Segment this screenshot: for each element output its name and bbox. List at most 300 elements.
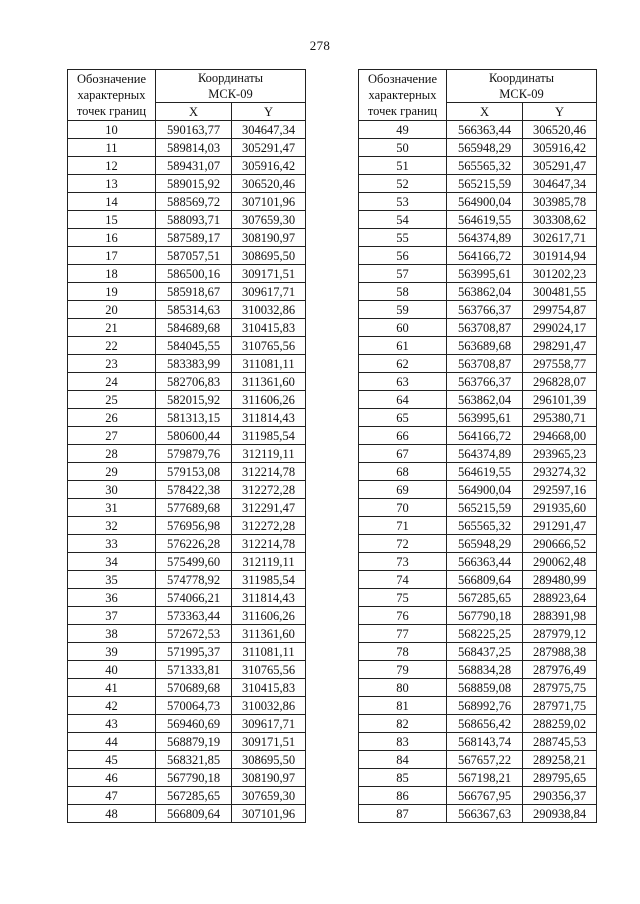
y-coordinate-cell: 301202,23 (523, 265, 597, 283)
y-coordinate-cell: 310765,56 (232, 337, 306, 355)
point-number-cell: 16 (68, 229, 156, 247)
x-coordinate-cell: 574778,92 (156, 571, 232, 589)
x-coordinate-cell: 568834,28 (447, 661, 523, 679)
y-coordinate-cell: 308190,97 (232, 769, 306, 787)
x-coordinate-cell: 566367,63 (447, 805, 523, 823)
y-coordinate-cell: 293965,23 (523, 445, 597, 463)
y-coordinate-cell: 310765,56 (232, 661, 306, 679)
x-coordinate-cell: 563862,04 (447, 283, 523, 301)
y-coordinate-cell: 288745,53 (523, 733, 597, 751)
y-coordinate-cell: 310415,83 (232, 319, 306, 337)
table-row (68, 373, 306, 391)
x-coordinate-cell: 571995,37 (156, 643, 232, 661)
table-row (359, 805, 597, 823)
table-row (359, 535, 597, 553)
table-row (359, 499, 597, 517)
point-number-cell: 82 (359, 715, 447, 733)
point-number-cell: 22 (68, 337, 156, 355)
header-line: Обозначение (367, 72, 438, 86)
y-coordinate-cell: 310032,86 (232, 697, 306, 715)
point-number-cell: 59 (359, 301, 447, 319)
y-coordinate-cell: 288923,64 (523, 589, 597, 607)
y-coordinate-cell: 289258,21 (523, 751, 597, 769)
y-coordinate-cell: 301914,94 (523, 247, 597, 265)
x-coordinate-cell: 564166,72 (447, 247, 523, 265)
x-coordinate-cell: 565565,32 (447, 517, 523, 535)
point-number-cell: 18 (68, 265, 156, 283)
x-coordinate-cell: 567285,65 (156, 787, 232, 805)
header-line: точек границ (76, 104, 147, 118)
y-coordinate-cell: 287971,75 (523, 697, 597, 715)
table-row (68, 589, 306, 607)
y-coordinate-cell: 290938,84 (523, 805, 597, 823)
table-row (68, 445, 306, 463)
x-coordinate-cell: 563995,61 (447, 409, 523, 427)
point-number-cell: 57 (359, 265, 447, 283)
table-row (359, 229, 597, 247)
x-coordinate-cell: 576956,98 (156, 517, 232, 535)
x-coordinate-cell: 565215,59 (447, 499, 523, 517)
point-number-cell: 65 (359, 409, 447, 427)
header-line: Координаты (488, 71, 555, 85)
y-coordinate-cell: 287975,75 (523, 679, 597, 697)
y-coordinate-cell: 289480,99 (523, 571, 597, 589)
y-column-header: Y (232, 103, 306, 121)
y-coordinate-cell: 306520,46 (232, 175, 306, 193)
point-number-cell: 73 (359, 553, 447, 571)
x-coordinate-cell: 567198,21 (447, 769, 523, 787)
y-coordinate-cell: 308190,97 (232, 229, 306, 247)
y-coordinate-cell: 308695,50 (232, 247, 306, 265)
x-coordinate-cell: 564619,55 (447, 463, 523, 481)
x-coordinate-cell: 577689,68 (156, 499, 232, 517)
y-coordinate-cell: 299024,17 (523, 319, 597, 337)
y-coordinate-cell: 307659,30 (232, 787, 306, 805)
table-row (359, 733, 597, 751)
point-number-cell: 24 (68, 373, 156, 391)
y-coordinate-cell: 305291,47 (232, 139, 306, 157)
y-coordinate-cell: 296101,39 (523, 391, 597, 409)
y-coordinate-cell: 312119,11 (232, 553, 306, 571)
point-number-cell: 74 (359, 571, 447, 589)
y-coordinate-cell: 309617,71 (232, 715, 306, 733)
y-coordinate-cell: 287979,12 (523, 625, 597, 643)
point-number-cell: 41 (68, 679, 156, 697)
x-coordinate-cell: 568143,74 (447, 733, 523, 751)
table-row (68, 247, 306, 265)
table-row (68, 517, 306, 535)
point-number-cell: 14 (68, 193, 156, 211)
x-coordinate-cell: 568656,42 (447, 715, 523, 733)
table-row (359, 445, 597, 463)
table-row (359, 751, 597, 769)
table-body (359, 121, 597, 823)
x-coordinate-cell: 590163,77 (156, 121, 232, 139)
page-number: 278 (309, 38, 331, 53)
table-row (359, 589, 597, 607)
y-coordinate-cell: 312272,28 (232, 481, 306, 499)
x-coordinate-cell: 565948,29 (447, 139, 523, 157)
table-row (68, 499, 306, 517)
table-row (68, 157, 306, 175)
table-row (68, 607, 306, 625)
x-coordinate-cell: 575499,60 (156, 553, 232, 571)
point-number-cell: 27 (68, 427, 156, 445)
header-line: характерных (77, 88, 146, 102)
table-row (359, 211, 597, 229)
x-coordinate-cell: 564374,89 (447, 229, 523, 247)
point-number-cell: 81 (359, 697, 447, 715)
point-number-cell: 84 (359, 751, 447, 769)
point-number-cell: 29 (68, 463, 156, 481)
point-number-cell: 42 (68, 697, 156, 715)
y-coordinate-cell: 312291,47 (232, 499, 306, 517)
y-coordinate-cell: 312272,28 (232, 517, 306, 535)
x-coordinate-cell: 570689,68 (156, 679, 232, 697)
point-number-cell: 72 (359, 535, 447, 553)
y-coordinate-cell: 300481,55 (523, 283, 597, 301)
table-row (359, 697, 597, 715)
table-row (359, 301, 597, 319)
x-coordinate-cell: 584045,55 (156, 337, 232, 355)
y-coordinate-cell: 311361,60 (232, 373, 306, 391)
point-number-cell: 76 (359, 607, 447, 625)
table-row (359, 193, 597, 211)
y-coordinate-cell: 304647,34 (523, 175, 597, 193)
x-coordinate-cell: 568992,76 (447, 697, 523, 715)
x-coordinate-cell: 579153,08 (156, 463, 232, 481)
point-number-cell: 47 (68, 787, 156, 805)
x-coordinate-cell: 563689,68 (447, 337, 523, 355)
y-coordinate-cell: 305916,42 (232, 157, 306, 175)
point-designation-header (359, 70, 447, 121)
table-row (68, 427, 306, 445)
coordinates-header (156, 70, 306, 103)
header-line: МСК-09 (499, 87, 544, 101)
table-row (68, 283, 306, 301)
point-number-cell: 51 (359, 157, 447, 175)
point-number-cell: 75 (359, 589, 447, 607)
point-number-cell: 70 (359, 499, 447, 517)
y-coordinate-cell: 303308,62 (523, 211, 597, 229)
table-row (68, 697, 306, 715)
point-number-cell: 49 (359, 121, 447, 139)
table-row (359, 463, 597, 481)
table-row (68, 571, 306, 589)
y-coordinate-cell: 298291,47 (523, 337, 597, 355)
table-row (359, 121, 597, 139)
x-coordinate-cell: 566809,64 (156, 805, 232, 823)
y-coordinate-cell: 287976,49 (523, 661, 597, 679)
point-number-cell: 34 (68, 553, 156, 571)
y-coordinate-cell: 312214,78 (232, 463, 306, 481)
x-coordinate-cell: 563766,37 (447, 301, 523, 319)
y-coordinate-cell: 291291,47 (523, 517, 597, 535)
table-row (359, 337, 597, 355)
x-coordinate-cell: 573363,44 (156, 607, 232, 625)
point-number-cell: 15 (68, 211, 156, 229)
table-row (68, 121, 306, 139)
x-coordinate-cell: 587057,51 (156, 247, 232, 265)
table-row (359, 391, 597, 409)
x-coordinate-cell: 589015,92 (156, 175, 232, 193)
x-coordinate-cell: 568437,25 (447, 643, 523, 661)
table-row (68, 733, 306, 751)
table-row (359, 517, 597, 535)
table-row (68, 715, 306, 733)
y-coordinate-cell: 299754,87 (523, 301, 597, 319)
point-number-cell: 20 (68, 301, 156, 319)
table-row (359, 679, 597, 697)
table-row (359, 175, 597, 193)
y-coordinate-cell: 288391,98 (523, 607, 597, 625)
table-row (68, 337, 306, 355)
point-number-cell: 79 (359, 661, 447, 679)
point-number-cell: 83 (359, 733, 447, 751)
y-coordinate-cell: 311081,11 (232, 643, 306, 661)
point-number-cell: 38 (68, 625, 156, 643)
x-coordinate-cell: 578422,38 (156, 481, 232, 499)
y-coordinate-cell: 297558,77 (523, 355, 597, 373)
x-coordinate-cell: 585314,63 (156, 301, 232, 319)
y-coordinate-cell: 312119,11 (232, 445, 306, 463)
y-coordinate-cell: 311985,54 (232, 427, 306, 445)
table-row (68, 355, 306, 373)
point-number-cell: 71 (359, 517, 447, 535)
x-coordinate-cell: 589814,03 (156, 139, 232, 157)
point-number-cell: 23 (68, 355, 156, 373)
point-number-cell: 56 (359, 247, 447, 265)
y-coordinate-cell: 303985,78 (523, 193, 597, 211)
point-number-cell: 69 (359, 481, 447, 499)
table-row (68, 751, 306, 769)
table-row (359, 607, 597, 625)
x-coordinate-cell: 564166,72 (447, 427, 523, 445)
x-coordinate-cell: 579879,76 (156, 445, 232, 463)
x-coordinate-cell: 583383,99 (156, 355, 232, 373)
point-number-cell: 30 (68, 481, 156, 499)
table-row (68, 679, 306, 697)
coordinates-table-right (358, 69, 597, 823)
table-row (359, 553, 597, 571)
y-coordinate-cell: 311081,11 (232, 355, 306, 373)
x-coordinate-cell: 572672,53 (156, 625, 232, 643)
x-column-header: X (156, 103, 232, 121)
y-column-header: Y (523, 103, 597, 121)
y-coordinate-cell: 289795,65 (523, 769, 597, 787)
coordinates-header (447, 70, 597, 103)
point-number-cell: 25 (68, 391, 156, 409)
y-coordinate-cell: 290062,48 (523, 553, 597, 571)
table-row (68, 553, 306, 571)
table-row (68, 193, 306, 211)
point-number-cell: 85 (359, 769, 447, 787)
x-coordinate-cell: 582706,83 (156, 373, 232, 391)
y-coordinate-cell: 291935,60 (523, 499, 597, 517)
x-coordinate-cell: 569460,69 (156, 715, 232, 733)
point-number-cell: 87 (359, 805, 447, 823)
point-number-cell: 44 (68, 733, 156, 751)
point-number-cell: 80 (359, 679, 447, 697)
x-coordinate-cell: 563708,87 (447, 319, 523, 337)
table-row (68, 661, 306, 679)
x-coordinate-cell: 568879,19 (156, 733, 232, 751)
x-coordinate-cell: 586500,16 (156, 265, 232, 283)
table-row (68, 409, 306, 427)
point-number-cell: 60 (359, 319, 447, 337)
table-row (68, 391, 306, 409)
table-row (68, 481, 306, 499)
header-line: Координаты (197, 71, 264, 85)
y-coordinate-cell: 290356,37 (523, 787, 597, 805)
point-number-cell: 28 (68, 445, 156, 463)
y-coordinate-cell: 288259,02 (523, 715, 597, 733)
point-number-cell: 68 (359, 463, 447, 481)
x-coordinate-cell: 588093,71 (156, 211, 232, 229)
table-row (359, 139, 597, 157)
point-number-cell: 26 (68, 409, 156, 427)
point-number-cell: 52 (359, 175, 447, 193)
point-number-cell: 37 (68, 607, 156, 625)
table-row (359, 319, 597, 337)
x-coordinate-cell: 566363,44 (447, 553, 523, 571)
x-coordinate-cell: 574066,21 (156, 589, 232, 607)
table-row (359, 661, 597, 679)
y-coordinate-cell: 311606,26 (232, 607, 306, 625)
y-coordinate-cell: 294668,00 (523, 427, 597, 445)
table-row (359, 409, 597, 427)
x-coordinate-cell: 581313,15 (156, 409, 232, 427)
table-row (68, 787, 306, 805)
y-coordinate-cell: 293274,32 (523, 463, 597, 481)
table-row (68, 805, 306, 823)
table-row (359, 373, 597, 391)
point-number-cell: 13 (68, 175, 156, 193)
table-row (68, 643, 306, 661)
header-line: Обозначение (76, 72, 147, 86)
table-row (68, 175, 306, 193)
x-column-header: X (447, 103, 523, 121)
x-coordinate-cell: 566363,44 (447, 121, 523, 139)
x-coordinate-cell: 568225,25 (447, 625, 523, 643)
point-number-cell: 31 (68, 499, 156, 517)
x-coordinate-cell: 567790,18 (447, 607, 523, 625)
point-number-cell: 58 (359, 283, 447, 301)
x-coordinate-cell: 564900,04 (447, 193, 523, 211)
point-number-cell: 53 (359, 193, 447, 211)
point-number-cell: 35 (68, 571, 156, 589)
x-coordinate-cell: 571333,81 (156, 661, 232, 679)
y-coordinate-cell: 307101,96 (232, 193, 306, 211)
y-coordinate-cell: 310415,83 (232, 679, 306, 697)
y-coordinate-cell: 311814,43 (232, 589, 306, 607)
table-row (68, 265, 306, 283)
x-coordinate-cell: 565215,59 (447, 175, 523, 193)
x-coordinate-cell: 584689,68 (156, 319, 232, 337)
point-number-cell: 54 (359, 211, 447, 229)
x-coordinate-cell: 568321,85 (156, 751, 232, 769)
table-row (359, 643, 597, 661)
y-coordinate-cell: 307659,30 (232, 211, 306, 229)
y-coordinate-cell: 306520,46 (523, 121, 597, 139)
y-coordinate-cell: 309171,51 (232, 733, 306, 751)
table-row (359, 481, 597, 499)
point-number-cell: 55 (359, 229, 447, 247)
point-number-cell: 64 (359, 391, 447, 409)
x-coordinate-cell: 582015,92 (156, 391, 232, 409)
y-coordinate-cell: 287988,38 (523, 643, 597, 661)
y-coordinate-cell: 290666,52 (523, 535, 597, 553)
y-coordinate-cell: 309617,71 (232, 283, 306, 301)
point-number-cell: 11 (68, 139, 156, 157)
point-number-cell: 77 (359, 625, 447, 643)
point-number-cell: 86 (359, 787, 447, 805)
point-number-cell: 21 (68, 319, 156, 337)
table-row (68, 769, 306, 787)
table-row (359, 787, 597, 805)
x-coordinate-cell: 576226,28 (156, 535, 232, 553)
x-coordinate-cell: 563862,04 (447, 391, 523, 409)
x-coordinate-cell: 570064,73 (156, 697, 232, 715)
point-number-cell: 62 (359, 355, 447, 373)
x-coordinate-cell: 564374,89 (447, 445, 523, 463)
y-coordinate-cell: 311814,43 (232, 409, 306, 427)
x-coordinate-cell: 567657,22 (447, 751, 523, 769)
x-coordinate-cell: 564900,04 (447, 481, 523, 499)
y-coordinate-cell: 311361,60 (232, 625, 306, 643)
table-row (68, 139, 306, 157)
point-number-cell: 19 (68, 283, 156, 301)
header-line: МСК-09 (208, 87, 253, 101)
table-row (68, 301, 306, 319)
point-number-cell: 66 (359, 427, 447, 445)
header-line: характерных (368, 88, 437, 102)
point-number-cell: 10 (68, 121, 156, 139)
y-coordinate-cell: 295380,71 (523, 409, 597, 427)
table-row (359, 355, 597, 373)
x-coordinate-cell: 568859,08 (447, 679, 523, 697)
table-row (68, 229, 306, 247)
point-number-cell: 40 (68, 661, 156, 679)
table-row (359, 157, 597, 175)
table-row (359, 247, 597, 265)
table-row (359, 625, 597, 643)
x-coordinate-cell: 565948,29 (447, 535, 523, 553)
x-coordinate-cell: 567285,65 (447, 589, 523, 607)
point-number-cell: 46 (68, 769, 156, 787)
x-coordinate-cell: 565565,32 (447, 157, 523, 175)
table-body (68, 121, 306, 823)
x-coordinate-cell: 589431,07 (156, 157, 232, 175)
table-row (68, 211, 306, 229)
table-row (68, 535, 306, 553)
point-number-cell: 36 (68, 589, 156, 607)
y-coordinate-cell: 305916,42 (523, 139, 597, 157)
table-row (68, 463, 306, 481)
point-number-cell: 17 (68, 247, 156, 265)
y-coordinate-cell: 302617,71 (523, 229, 597, 247)
x-coordinate-cell: 566809,64 (447, 571, 523, 589)
x-coordinate-cell: 585918,67 (156, 283, 232, 301)
x-coordinate-cell: 587589,17 (156, 229, 232, 247)
x-coordinate-cell: 566767,95 (447, 787, 523, 805)
point-number-cell: 67 (359, 445, 447, 463)
table-row (359, 265, 597, 283)
y-coordinate-cell: 296828,07 (523, 373, 597, 391)
y-coordinate-cell: 311606,26 (232, 391, 306, 409)
y-coordinate-cell: 308695,50 (232, 751, 306, 769)
y-coordinate-cell: 305291,47 (523, 157, 597, 175)
